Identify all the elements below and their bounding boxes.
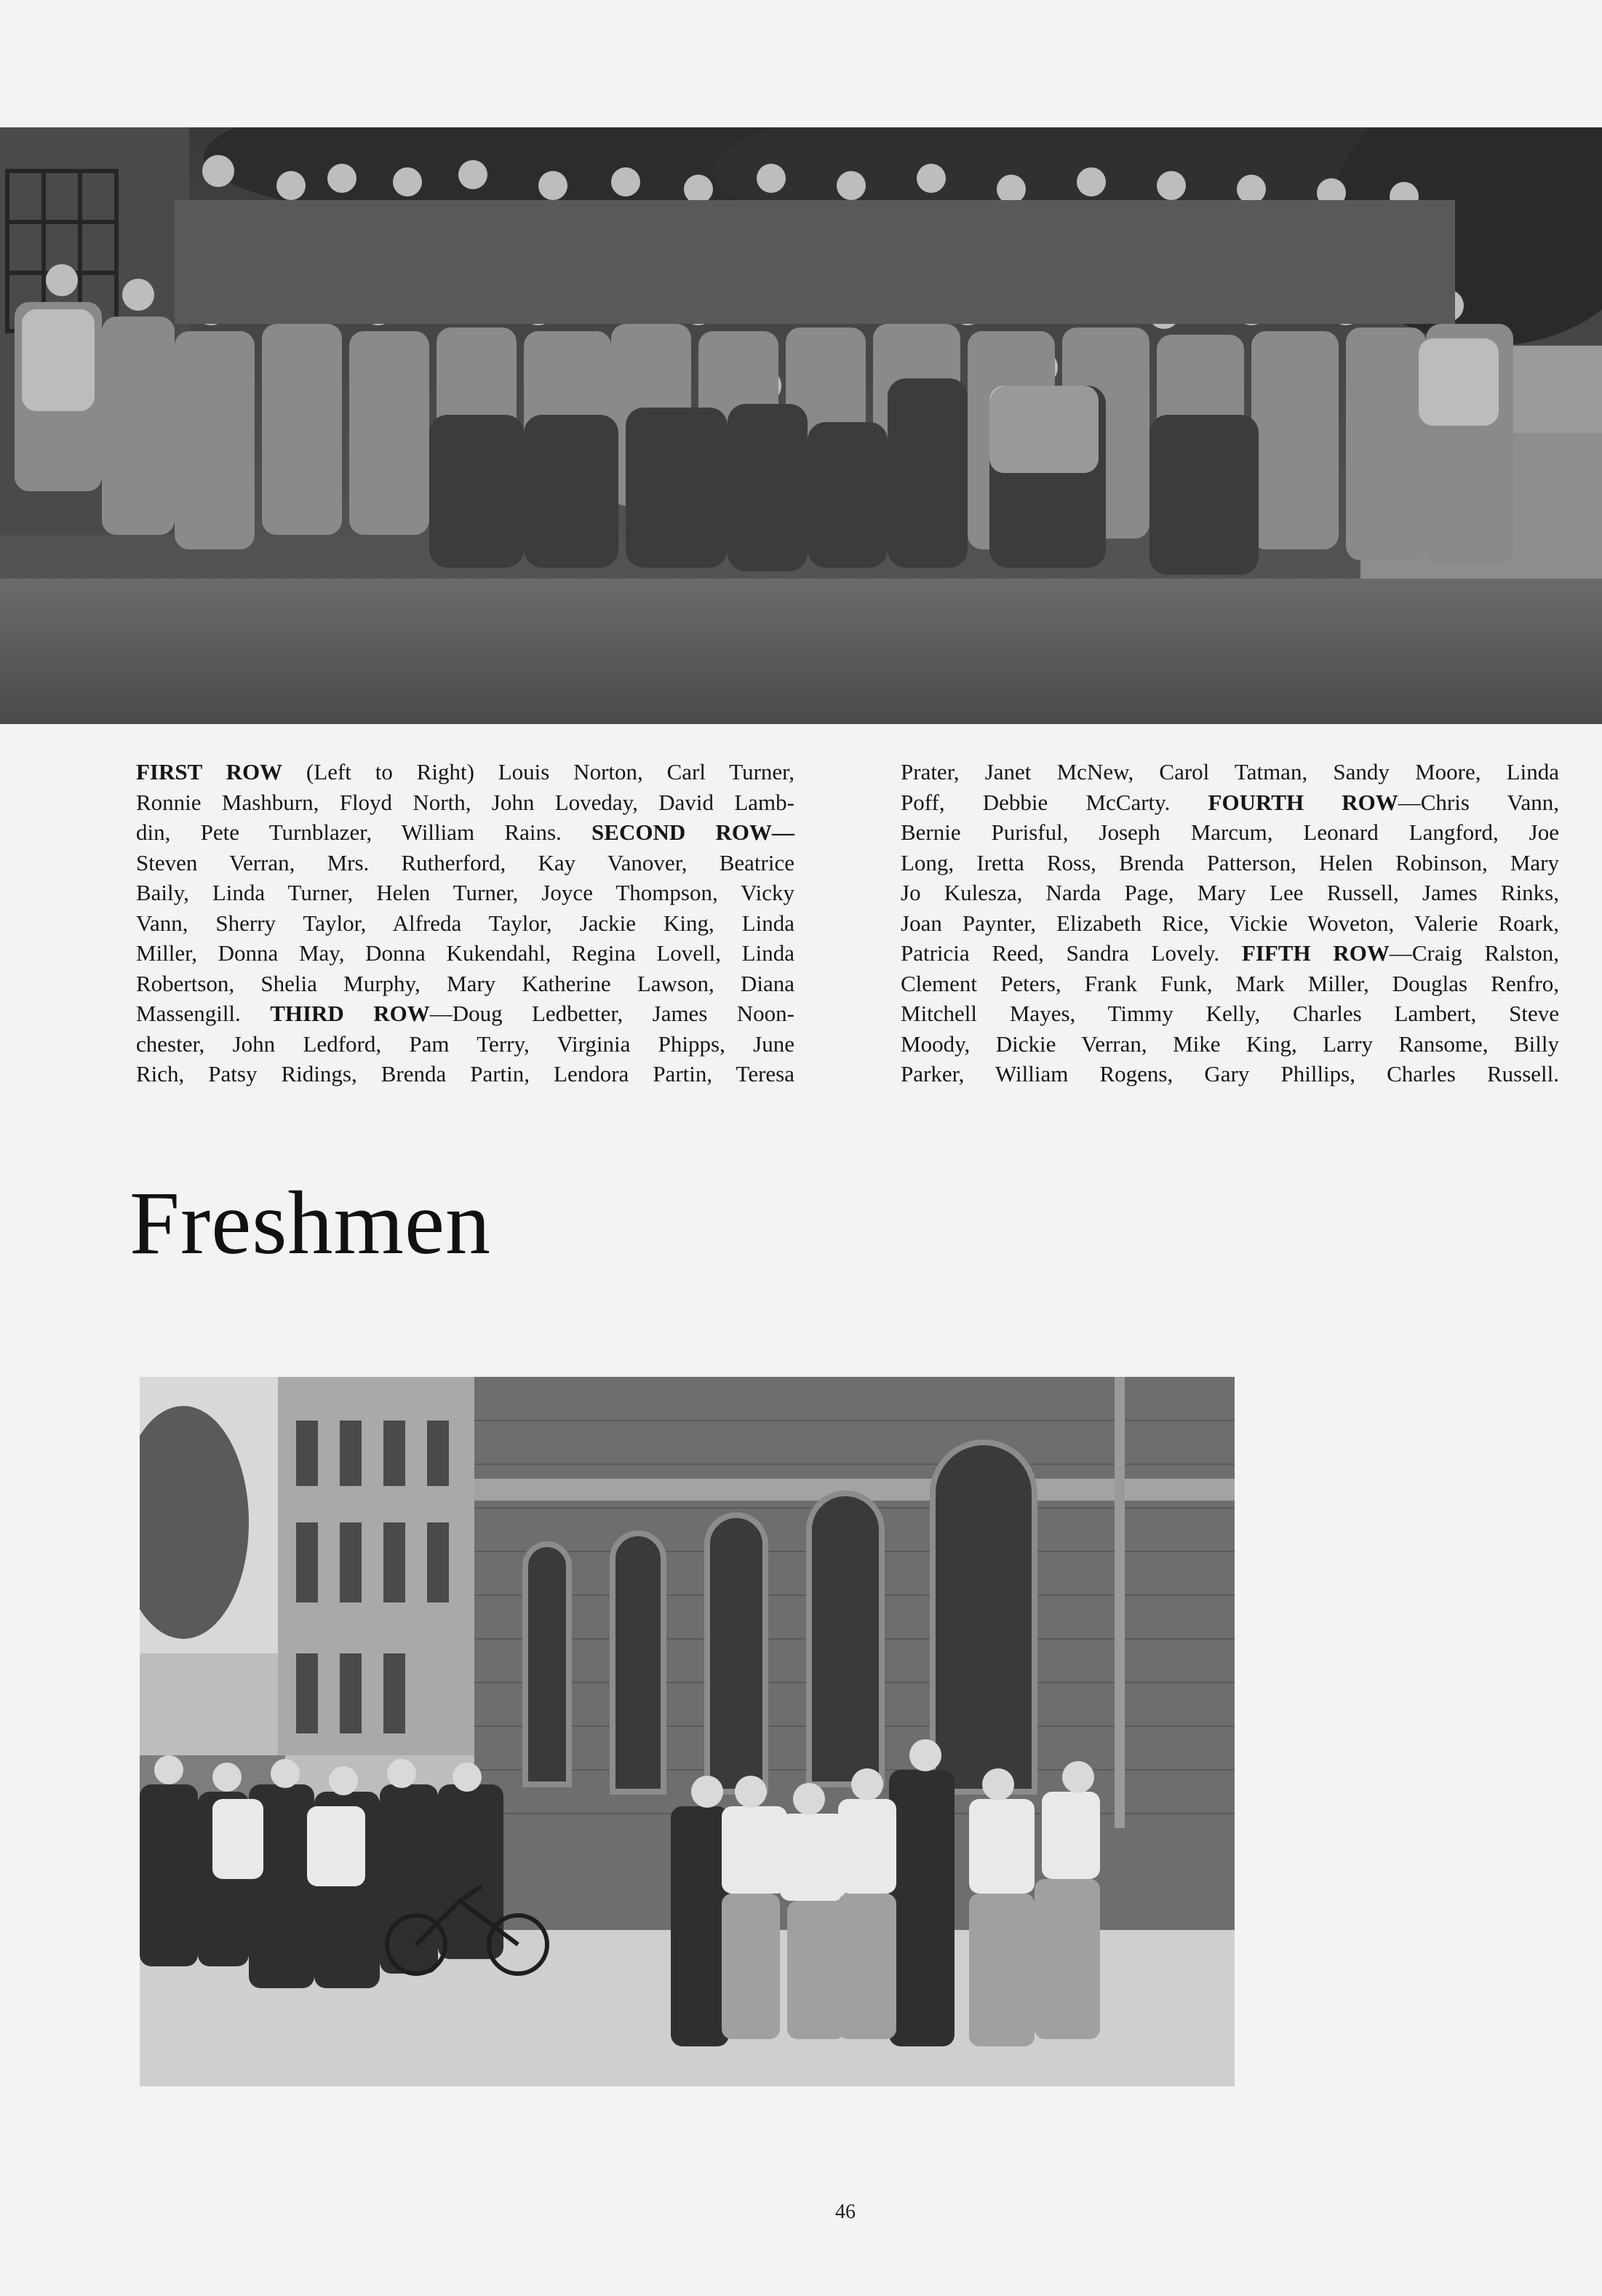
- caption-line: [136, 817, 794, 848]
- caption-text: Poff, Debbie McCarty.: [901, 789, 1208, 815]
- caption-line: Rich, Patsy Ridings, Brenda Partin, Lendora Partin, Teresa: [136, 1061, 794, 1087]
- row-label-first: FIRST ROW: [136, 759, 283, 784]
- caption-text: Patricia Reed, Sandra Lovely.: [901, 940, 1242, 966]
- caption-line: Joan Paynter, Elizabeth Rice, Vickie Woveton, Valerie Roark,: [901, 910, 1559, 936]
- caption-line: Mitchell Mayes, Timmy Kelly, Charles Lambert, Steve: [901, 1001, 1559, 1026]
- caption-text: (Left to Right) Louis Norton, Carl Turner,: [282, 759, 794, 784]
- caption-line: Moody, Dickie Verran, Mike King, Larry Ransome, Billy: [901, 1030, 1559, 1057]
- class-group-photo: [0, 127, 1602, 724]
- caption-text: —Chris Vann,: [1398, 789, 1559, 815]
- caption-line: [901, 938, 1559, 969]
- caption-left-column: [136, 757, 794, 1089]
- caption-line: Miller, Donna May, Donna Kukendahl, Regina Lovell, Linda: [136, 940, 794, 966]
- caption-line: Baily, Linda Turner, Helen Turner, Joyce Thompson, Vicky: [136, 880, 794, 905]
- students-outside-building-image: [140, 1377, 1235, 2086]
- caption-line: Prater, Janet McNew, Carol Tatman, Sandy Moore, Linda: [901, 759, 1559, 784]
- caption-line: Robertson, Shelia Murphy, Mary Katherine Lawson, Diana: [136, 970, 794, 996]
- caption-line: Vann, Sherry Taylor, Alfreda Taylor, Jackie King, Linda: [136, 910, 794, 936]
- caption-line: Jo Kulesza, Narda Page, Mary Lee Russell, James Rinks,: [901, 880, 1559, 905]
- caption-text: —Craig Ralston,: [1389, 940, 1559, 966]
- row-label-third: THIRD ROW: [270, 1001, 430, 1026]
- caption-line: Bernie Purisful, Joseph Marcum, Leonard Langford, Joe: [901, 819, 1559, 845]
- section-heading: Freshmen: [129, 1173, 492, 1273]
- caption-right-column: [901, 757, 1559, 1089]
- students-outside-building-photo: [140, 1377, 1235, 2086]
- caption-line: Parker, William Rogens, Gary Phillips, Charles Russell.: [901, 1061, 1559, 1087]
- caption-line: Steven Verran, Mrs. Rutherford, Kay Vanover, Beatrice: [136, 849, 794, 875]
- caption-text: din, Pete Turnblazer, William Rains.: [136, 819, 592, 845]
- page-number: 46: [835, 2201, 856, 2223]
- caption-line: Long, Iretta Ross, Brenda Patterson, Helen Robinson, Mary: [901, 849, 1559, 875]
- caption-text: —Doug Ledbetter, James Noon-: [429, 1001, 794, 1026]
- caption-line: [901, 787, 1559, 818]
- caption-line: [136, 757, 794, 787]
- caption-line: chester, John Ledford, Pam Terry, Virginia Phipps, June: [136, 1030, 794, 1057]
- row-label-fifth: FIFTH ROW: [1241, 940, 1390, 966]
- row-label-second: SECOND ROW—: [591, 819, 794, 845]
- caption-line: [136, 998, 794, 1029]
- caption-line: Ronnie Mashburn, Floyd North, John Loveday, David Lamb-: [136, 789, 794, 815]
- row-label-fourth: FOURTH ROW: [1208, 789, 1398, 815]
- caption-line: Clement Peters, Frank Funk, Mark Miller, Douglas Renfro,: [901, 970, 1559, 996]
- class-group-photo-image: [0, 127, 1602, 724]
- caption-text: Massengill.: [136, 1001, 271, 1026]
